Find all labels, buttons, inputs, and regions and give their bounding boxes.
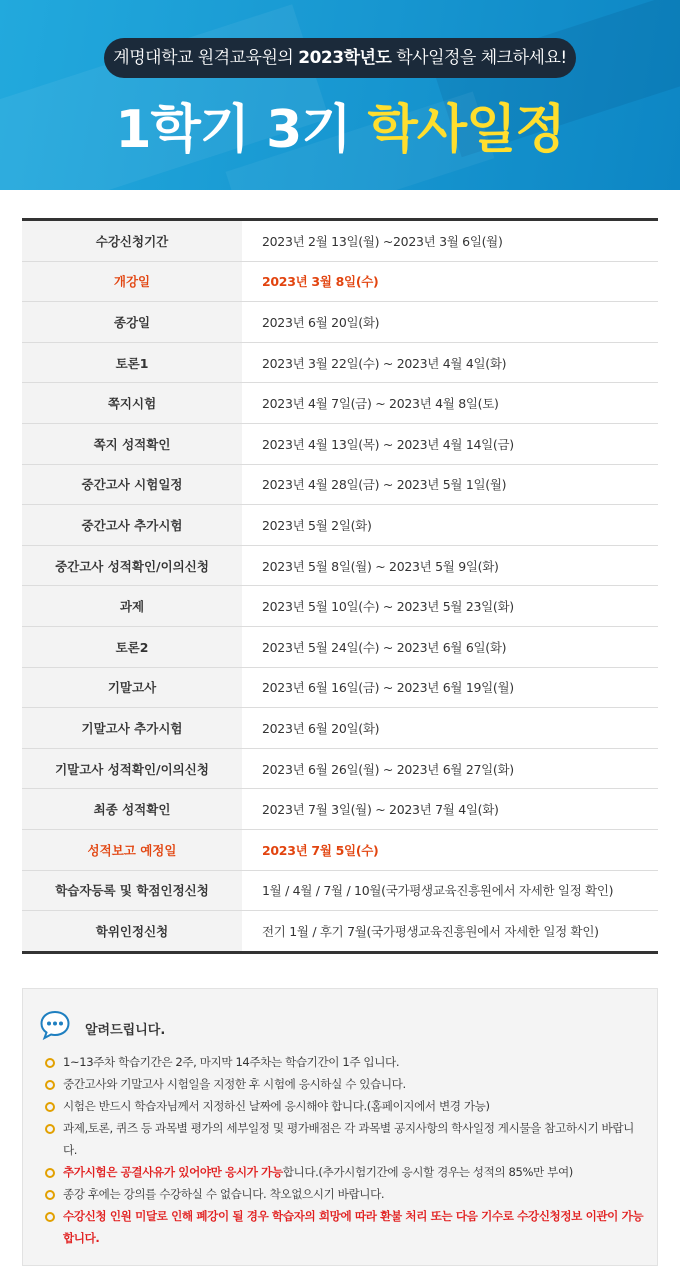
table-row bbox=[22, 586, 658, 627]
table-row bbox=[22, 545, 658, 586]
schedule-date: 2023년 2월 13일(월) ~2023년 3월 6일(월) bbox=[242, 221, 658, 261]
page-title bbox=[0, 90, 680, 170]
schedule-label: 학위인정신청 bbox=[22, 911, 242, 951]
schedule-label: 학습자등록 및 학점인정신청 bbox=[22, 870, 242, 911]
schedule-date: 2023년 5월 10일(수) ~ 2023년 5월 23일(화) bbox=[242, 586, 658, 627]
table-row bbox=[22, 464, 658, 505]
notice-item bbox=[45, 1095, 645, 1117]
banner-subtitle bbox=[104, 38, 576, 78]
bullet-icon bbox=[45, 1190, 55, 1200]
notice-item-text: 시험은 반드시 학습자님께서 지정하신 날짜에 응시해야 합니다.(홈페이지에서 변경 가능) bbox=[63, 1099, 490, 1113]
schedule-date: 2023년 5월 2일(화) bbox=[242, 505, 658, 546]
notice-item bbox=[45, 1183, 645, 1205]
schedule-label: 수강신청기간 bbox=[22, 221, 242, 261]
notice-item bbox=[45, 1051, 645, 1073]
notice-item-text: 1~13주차 학습기간은 2주, 마지막 14주차는 학습기간이 1주 입니다. bbox=[63, 1055, 400, 1069]
table-row bbox=[22, 870, 658, 911]
notice-box bbox=[22, 988, 658, 1266]
schedule-label: 종강일 bbox=[22, 302, 242, 343]
schedule-grid bbox=[22, 221, 658, 951]
notice-item-text: 중간고사와 기말고사 시험일을 지정한 후 시험에 응시하실 수 있습니다. bbox=[63, 1077, 406, 1091]
notice-item-warning: 수강신청 인원 미달로 인해 폐강이 될 경우 학습자의 희망에 따라 환불 처리 또는 다음 기수로 수강신청정보 이관이 가능합니다. bbox=[63, 1209, 644, 1245]
schedule-label: 개강일 bbox=[22, 261, 242, 302]
speech-bubble-icon bbox=[39, 1009, 71, 1041]
bullet-icon bbox=[45, 1058, 55, 1068]
schedule-date: 1월 / 4월 / 7월 / 10월(국가평생교육진흥원에서 자세한 일정 확인) bbox=[242, 870, 658, 911]
title-term: 1학기 3기 bbox=[115, 100, 368, 160]
table-row bbox=[22, 302, 658, 343]
subtitle-year: 2023학년도 bbox=[298, 48, 392, 68]
table-row bbox=[22, 911, 658, 951]
title-highlight: 학사일정 bbox=[367, 100, 565, 160]
table-row bbox=[22, 667, 658, 708]
table-row bbox=[22, 708, 658, 749]
schedule-date: 2023년 5월 8일(월) ~ 2023년 5월 9일(화) bbox=[242, 545, 658, 586]
schedule-label: 중간고사 추가시험 bbox=[22, 505, 242, 546]
bullet-icon bbox=[45, 1080, 55, 1090]
schedule-label: 기말고사 bbox=[22, 667, 242, 708]
schedule-date: 2023년 6월 20일(화) bbox=[242, 302, 658, 343]
schedule-label: 쪽지시험 bbox=[22, 383, 242, 424]
subtitle-text: 계명대학교 원격교육원의 bbox=[113, 48, 299, 68]
bullet-icon bbox=[45, 1124, 55, 1134]
schedule-date: 2023년 7월 3일(월) ~ 2023년 7월 4일(화) bbox=[242, 789, 658, 830]
schedule-label: 과제 bbox=[22, 586, 242, 627]
schedule-label: 기말고사 성적확인/이의신청 bbox=[22, 748, 242, 789]
schedule-date: 2023년 5월 24일(수) ~ 2023년 6월 6일(화) bbox=[242, 626, 658, 667]
notice-item-warning: 추가시험은 공결사유가 있어야만 응시가 가능 bbox=[63, 1165, 283, 1179]
table-row bbox=[22, 221, 658, 261]
notice-item bbox=[45, 1205, 645, 1249]
schedule-date: 2023년 4월 28일(금) ~ 2023년 5월 1일(월) bbox=[242, 464, 658, 505]
table-row bbox=[22, 342, 658, 383]
notice-item-text: 종강 후에는 강의를 수강하실 수 없습니다. 착오없으시기 바랍니다. bbox=[63, 1187, 385, 1201]
notice-item bbox=[45, 1073, 645, 1095]
table-row bbox=[22, 748, 658, 789]
schedule-date: 2023년 4월 13일(목) ~ 2023년 4월 14일(금) bbox=[242, 423, 658, 464]
schedule-date: 2023년 6월 20일(화) bbox=[242, 708, 658, 749]
notice-item-text: 합니다.(추가시험기간에 응시할 경우는 성적의 85%만 부여) bbox=[282, 1165, 573, 1179]
table-row bbox=[22, 829, 658, 870]
schedule-date: 2023년 3월 8일(수) bbox=[242, 261, 658, 302]
schedule-date: 2023년 3월 22일(수) ~ 2023년 4월 4일(화) bbox=[242, 342, 658, 383]
schedule-label: 쪽지 성적확인 bbox=[22, 423, 242, 464]
notice-item bbox=[45, 1117, 645, 1161]
bullet-icon bbox=[45, 1168, 55, 1178]
bullet-icon bbox=[45, 1102, 55, 1112]
schedule-date: 2023년 6월 16일(금) ~ 2023년 6월 19일(월) bbox=[242, 667, 658, 708]
table-row bbox=[22, 505, 658, 546]
table-row bbox=[22, 626, 658, 667]
schedule-date: 2023년 4월 7일(금) ~ 2023년 4월 8일(토) bbox=[242, 383, 658, 424]
schedule-date: 2023년 6월 26일(월) ~ 2023년 6월 27일(화) bbox=[242, 748, 658, 789]
table-row bbox=[22, 261, 658, 302]
table-row bbox=[22, 423, 658, 464]
notice-list bbox=[45, 1051, 645, 1249]
schedule-date: 2023년 7월 5일(수) bbox=[242, 829, 658, 870]
notice-item-text: 과제,토론, 퀴즈 등 과목별 평가의 세부일정 및 평가배점은 각 과목별 공지사항의 학사일정 게시물을 참고하시기 바랍니다. bbox=[63, 1121, 634, 1157]
subtitle-text-end: 학사일정을 체크하세요! bbox=[391, 48, 567, 68]
schedule-label: 토론1 bbox=[22, 342, 242, 383]
schedule-label: 토론2 bbox=[22, 626, 242, 667]
schedule-label: 중간고사 성적확인/이의신청 bbox=[22, 545, 242, 586]
schedule-label: 기말고사 추가시험 bbox=[22, 708, 242, 749]
schedule-label: 중간고사 시험일정 bbox=[22, 464, 242, 505]
schedule-label: 성적보고 예정일 bbox=[22, 829, 242, 870]
table-row bbox=[22, 383, 658, 424]
table-bottom-border bbox=[22, 951, 658, 954]
notice-item bbox=[45, 1161, 645, 1183]
schedule-table bbox=[22, 218, 658, 954]
schedule-date: 전기 1월 / 후기 7월(국가평생교육진흥원에서 자세한 일정 확인) bbox=[262, 923, 599, 939]
table-row bbox=[22, 789, 658, 830]
bullet-icon bbox=[45, 1212, 55, 1222]
notice-title: 알려드립니다. bbox=[85, 1023, 166, 1038]
schedule-label: 최종 성적확인 bbox=[22, 789, 242, 830]
header-banner bbox=[0, 0, 680, 190]
